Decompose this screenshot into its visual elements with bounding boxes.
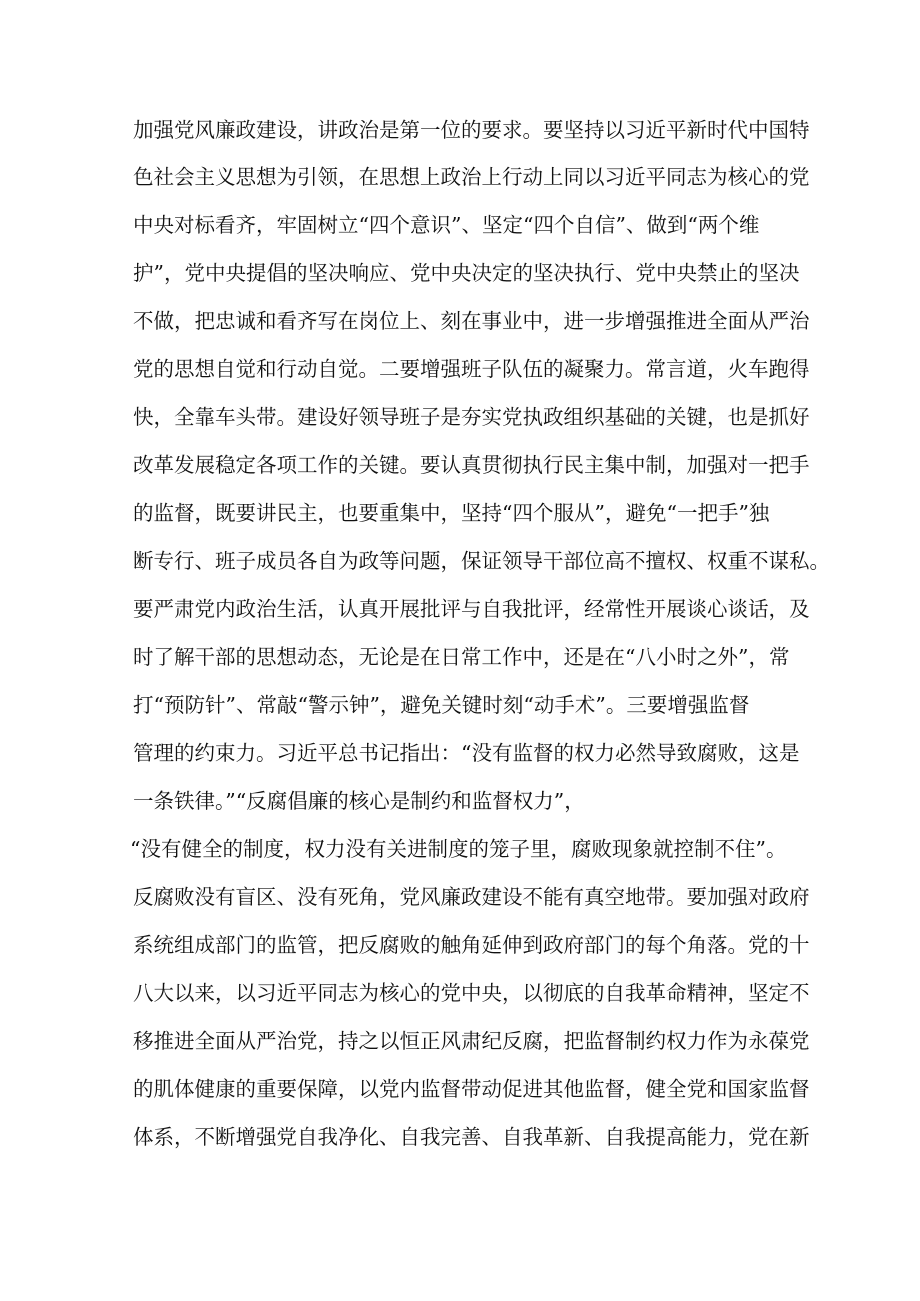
text-line: 色社会主义思想为引领，在思想上政治上行动上同以习近平同志为核心的党 (133, 165, 810, 189)
text-line: 八大以来，以习近平同志为核心的党中央，以彻底的自我革命精神，坚定不 (133, 981, 810, 1005)
text-line: 要严肃党内政治生活，认真开展批评与自我批评，经常性开展谈心谈话，及 (133, 597, 810, 621)
text-line: 时了解干部的思想动态，无论是在日常工作中，还是在“八小时之外”，常 (133, 645, 790, 669)
text-line: 加强党风廉政建设，讲政治是第一位的要求。要坚持以习近平新时代中国特 (133, 118, 810, 142)
text-line: 断专行、班子成员各自为政等问题，保证领导干部位高不擅权、权重不谋私。 (133, 549, 830, 573)
text-line: “没有健全的制度，权力没有关进制度的笼子里，腐败现象就控制不住”。 (130, 837, 787, 861)
text-line: 中央对标看齐，牢固树立“四个意识”、坚定“四个自信”、做到“两个维 (133, 213, 760, 237)
text-line: 一条铁律。”“反腐倡廉的核心是制约和监督权力”， (133, 789, 585, 813)
text-line: 不做，把忠诚和看齐写在岗位上、刻在事业中，进一步增强推进全面从严治 (133, 309, 810, 333)
text-line: 移推进全面从严治党，持之以恒正风肃纪反腐，把监督制约权力作为永葆党 (133, 1029, 810, 1053)
text-line: 党的思想自觉和行动自觉。二要增强班子队伍的凝聚力。常言道，火车跑得 (133, 357, 810, 381)
text-line: 打“预防针”、常敲“警示钟”，避免关键时刻“动手术”。三要增强监督 (133, 693, 750, 717)
text-line: 的肌体健康的重要保障，以党内监督带动促进其他监督，健全党和国家监督 (133, 1077, 810, 1101)
text-line: 管理的约束力。习近平总书记指出：“没有监督的权力必然导致腐败，这是 (133, 741, 800, 765)
text-line: 护”，党中央提倡的坚决响应、党中央决定的坚决执行、党中央禁止的坚决 (133, 261, 800, 285)
text-line: 快，全靠车头带。建设好领导班子是夯实党执政组织基础的关键，也是抓好 (133, 405, 810, 429)
text-line: 的监督，既要讲民主，也要重集中，坚持“四个服从”，避免“一把手”独 (133, 501, 770, 525)
text-line: 反腐败没有盲区、没有死角，党风廉政建设不能有真空地带。要加强对政府 (133, 885, 810, 909)
text-line: 系统组成部门的监管，把反腐败的触角延伸到政府部门的每个角落。党的十 (133, 933, 810, 957)
text-line: 改革发展稳定各项工作的关键。要认真贯彻执行民主集中制，加强对一把手 (133, 453, 810, 477)
text-line: 体系，不断增强党自我净化、自我完善、自我革新、自我提高能力，党在新 (133, 1125, 810, 1149)
